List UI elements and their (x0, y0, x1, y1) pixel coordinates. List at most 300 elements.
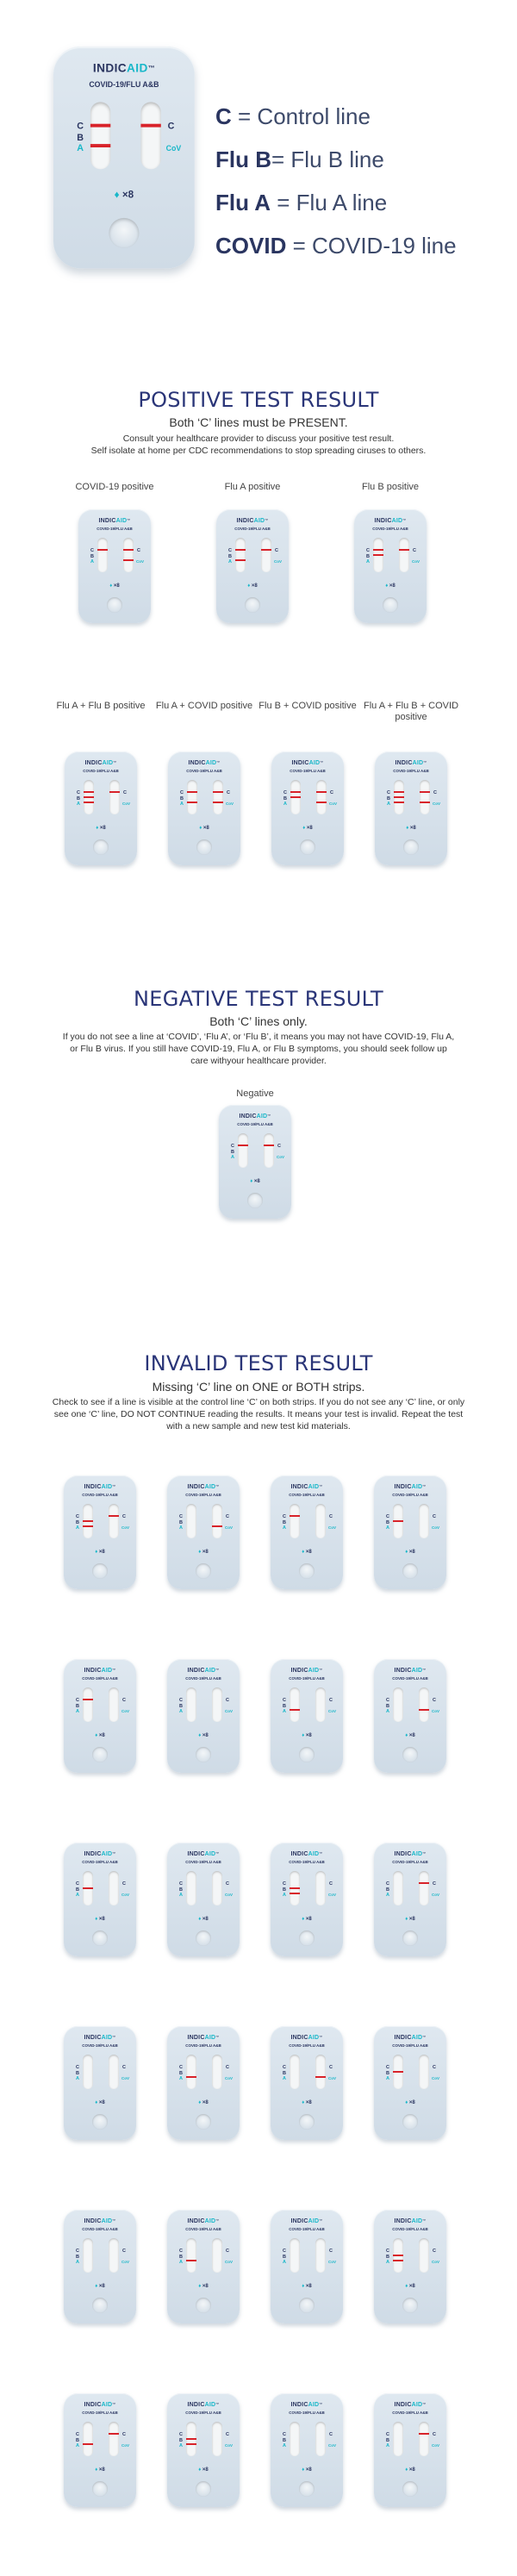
line-label: C (122, 1698, 126, 1703)
result-line (83, 1699, 93, 1700)
cassette-subtitle: COVID-19/FLU A&B (289, 2043, 325, 2048)
right-result-window (109, 780, 120, 814)
positive-subtitle: Both ‘C’ lines must be PRESENT. (169, 415, 348, 429)
drop-count: ♦ ×8 (405, 1733, 415, 1738)
left-result-window (84, 780, 94, 814)
droplet-icon: ♦ (95, 2100, 98, 2105)
sample-well (92, 2481, 108, 2497)
line-label: C (283, 1514, 286, 1519)
drop-count: ♦ ×8 (198, 1733, 209, 1738)
drop-count: ♦ ×8 (302, 1733, 312, 1738)
line-label: A (386, 1893, 389, 1898)
result-line (83, 1520, 93, 1522)
cassette-subtitle: COVID-19/FLU A&B (392, 2227, 428, 2231)
line-label: B (179, 2438, 183, 2443)
brand-logo: INDICAID™ (187, 2402, 220, 2408)
line-label: C (386, 2065, 389, 2070)
line-label: C (226, 1881, 229, 1887)
left-result-window (83, 2055, 93, 2089)
brand-logo: INDICAID™ (84, 2402, 116, 2408)
line-label: C (122, 1881, 126, 1887)
line-label: CoV (225, 1709, 233, 1713)
drop-count: ♦ ×8 (405, 1550, 415, 1555)
line-label: A (179, 1709, 183, 1714)
line-label: C (387, 790, 390, 795)
cassette-subtitle: COVID-19/FLU A&B (289, 1676, 325, 1681)
right-result-window (212, 2422, 222, 2456)
result-line (419, 1882, 429, 1884)
cassette-subtitle: COVID-19/FLU A&B (82, 1860, 118, 1864)
line-label: B (180, 796, 184, 801)
result-line (109, 1515, 119, 1517)
left-result-window (90, 102, 110, 169)
result-line (393, 2260, 403, 2261)
result-line (83, 1887, 93, 1889)
left-result-window (186, 2238, 196, 2273)
line-label: C (226, 2065, 229, 2070)
line-label: C (433, 1698, 436, 1703)
left-result-window (393, 1504, 403, 1538)
cassette-subtitle: COVID-19/FLU A&B (89, 80, 159, 89)
line-label: C (77, 790, 80, 795)
droplet-icon: ♦ (198, 1917, 202, 1922)
line-label: CoV (432, 2076, 439, 2080)
brand-logo: INDICAID™ (395, 760, 427, 766)
line-label: C (180, 790, 184, 795)
line-label: CoV (412, 559, 420, 564)
sample-well (383, 597, 398, 613)
droplet-icon: ♦ (247, 583, 251, 589)
line-label: A (179, 2443, 183, 2448)
droplet-icon: ♦ (109, 583, 113, 589)
line-label: B (283, 1704, 286, 1709)
sample-well (299, 2481, 315, 2497)
line-label: B (76, 1704, 79, 1709)
droplet-icon: ♦ (95, 2467, 98, 2473)
sample-well (196, 2298, 211, 2313)
line-label: CoV (328, 2443, 336, 2448)
line-label: CoV (432, 1525, 439, 1530)
line-label: C (433, 1881, 436, 1887)
line-label: C (329, 1881, 333, 1887)
drop-count: ♦ ×8 (198, 1917, 209, 1922)
droplet-icon: ♦ (198, 1550, 202, 1555)
line-label: B (90, 554, 94, 559)
line-label: A (179, 1525, 183, 1531)
cassette-flu-a-b-positive (65, 752, 137, 865)
line-label: C (123, 790, 127, 795)
left-result-window (235, 538, 246, 572)
result-line (109, 791, 120, 793)
result-line (187, 791, 197, 793)
droplet-icon: ♦ (385, 583, 389, 589)
line-label: A (386, 1709, 389, 1714)
left-result-window (290, 2238, 300, 2273)
cassette-subtitle: COVID-19/FLU A&B (289, 1493, 325, 1497)
cassette-subtitle: COVID-19/FLU A&B (289, 2227, 325, 2231)
brand-logo: INDICAID™ (187, 2218, 220, 2224)
result-line (90, 124, 110, 127)
line-label: A (231, 1155, 234, 1160)
line-label: A (228, 559, 232, 564)
right-result-window (315, 2238, 326, 2273)
line-label: C (179, 1514, 183, 1519)
cassette-subtitle: COVID-19/FLU A&B (392, 1493, 428, 1497)
line-label: CoV (328, 2260, 336, 2264)
cassette-invalid-5-3 (271, 2210, 343, 2323)
sample-well (402, 2298, 418, 2313)
legend-control: C = Control line (215, 103, 371, 129)
line-label: B (386, 2071, 389, 2076)
result-line (373, 549, 383, 551)
cassette-invalid-2-1 (64, 1659, 136, 1773)
drop-count: ♦ ×8 (198, 1550, 209, 1555)
cassette-subtitle: COVID-19/FLU A&B (185, 2227, 221, 2231)
cassette-subtitle: COVID-19/FLU A&B (392, 2411, 428, 2415)
line-label: B (179, 1887, 183, 1893)
line-label: C (179, 2065, 183, 2070)
result-line (420, 801, 430, 803)
line-label: B (386, 2255, 389, 2260)
cassette-invalid-5-2 (167, 2210, 240, 2323)
cassette-invalid-3-3 (271, 1843, 343, 1956)
cassette-invalid-2-3 (271, 1659, 343, 1773)
cassette-subtitle: COVID-19/FLU A&B (289, 2411, 325, 2415)
line-label: C (433, 2432, 436, 2437)
cassette-invalid-1-1 (64, 1475, 136, 1589)
cassette-subtitle: COVID-19/FLU A&B (289, 1860, 325, 1864)
droplet-icon: ♦ (405, 1733, 408, 1738)
cassette-flu-b-covid-positive (271, 752, 344, 865)
line-label: B (386, 1887, 389, 1893)
sample-well (92, 1563, 108, 1579)
drop-count: ♦ ×8 (199, 826, 209, 831)
line-label: A (386, 1525, 389, 1531)
right-result-window (264, 1133, 274, 1168)
cassette-subtitle: COVID-19/FLU A&B (185, 1676, 221, 1681)
result-line (84, 791, 94, 793)
cassette-negative (219, 1105, 291, 1219)
brand-logo: INDICAID™ (394, 2402, 427, 2408)
cassette-subtitle: COVID-19/FLU A&B (82, 2043, 118, 2048)
right-result-window (212, 1871, 222, 1905)
line-label: A (90, 559, 94, 564)
line-label: C (90, 548, 94, 553)
brand-logo: INDICAID™ (187, 1484, 220, 1490)
left-result-window (186, 1871, 196, 1905)
brand-logo: INDICAID™ (394, 1668, 427, 1674)
drop-count: ♦ ×8 (198, 2100, 209, 2105)
sample-well (196, 2481, 211, 2497)
line-label: B (179, 1520, 183, 1525)
result-line (419, 1709, 429, 1711)
line-label: B (283, 1887, 286, 1893)
left-result-window (290, 780, 301, 814)
cassette-invalid-4-1 (64, 2026, 136, 2140)
brand-logo: INDICAID™ (236, 518, 269, 524)
cassette-subtitle: COVID-19/FLU A&B (185, 1860, 221, 1864)
sample-well (300, 839, 315, 855)
right-result-window (315, 1687, 326, 1722)
right-result-window (419, 1687, 429, 1722)
line-label: CoV (121, 1525, 129, 1530)
line-label: CoV (432, 1709, 439, 1713)
caption-flu-b-positive: Flu B positive (361, 482, 420, 492)
line-label: CoV (121, 2260, 129, 2264)
droplet-icon: ♦ (302, 2467, 305, 2473)
brand-logo: INDICAID™ (84, 1851, 116, 1857)
droplet-icon: ♦ (405, 1550, 408, 1555)
line-label: C (386, 2249, 389, 2254)
right-result-window (212, 2238, 222, 2273)
line-label: C (329, 1698, 333, 1703)
cassette-invalid-6-3 (271, 2393, 343, 2507)
sample-well (196, 1930, 211, 1946)
droplet-icon: ♦ (302, 1917, 305, 1922)
line-label: CoV (122, 801, 130, 806)
drop-count: ♦ ×8 (198, 2284, 209, 2289)
brand-logo: INDICAID™ (188, 760, 221, 766)
result-line (186, 2260, 196, 2261)
line-label: B (387, 796, 390, 801)
line-label: A (283, 801, 287, 807)
line-label: B (77, 796, 80, 801)
cassette-invalid-2-2 (167, 1659, 240, 1773)
line-label: CoV (121, 1709, 129, 1713)
drop-count: ♦ ×8 (385, 583, 396, 589)
result-line (261, 549, 271, 551)
right-result-window (109, 2422, 119, 2456)
result-line (186, 2443, 196, 2445)
line-label: C (283, 1698, 286, 1703)
line-label: CoV (328, 1893, 336, 1897)
line-label: C (277, 1144, 281, 1149)
left-result-window (394, 780, 404, 814)
right-result-window (212, 1504, 222, 1538)
sample-well (402, 1563, 418, 1579)
line-label: C (76, 2065, 79, 2070)
result-line (290, 796, 301, 798)
line-label: CoV (328, 2076, 336, 2080)
cassette-subtitle: COVID-19/FLU A&B (392, 1860, 428, 1864)
line-label: C (329, 2249, 333, 2254)
result-line (290, 1893, 300, 1894)
drop-count: ♦ ×8 (302, 826, 313, 831)
droplet-icon: ♦ (95, 2284, 98, 2289)
brand-logo: INDICAID™ (394, 2035, 427, 2041)
line-label: C (275, 548, 278, 553)
line-label: B (283, 796, 287, 801)
cassette-invalid-3-2 (167, 1843, 240, 1956)
negative-title: NEGATIVE TEST RESULT (134, 987, 383, 1011)
cassette-invalid-2-4 (374, 1659, 446, 1773)
line-label: B (283, 2071, 286, 2076)
left-result-window (393, 2055, 403, 2089)
line-label: CoV (277, 1155, 284, 1159)
line-label: B (179, 1704, 183, 1709)
sample-well (245, 597, 260, 613)
line-label: CoV (121, 2076, 129, 2080)
brand-logo: INDICAID™ (92, 63, 155, 76)
line-label: CoV (226, 801, 234, 806)
cassette-flu-b-positive (354, 509, 427, 623)
result-line (140, 124, 160, 127)
droplet-icon: ♦ (302, 1733, 305, 1738)
left-result-window (186, 1687, 196, 1722)
right-result-window (261, 538, 271, 572)
sample-well (247, 1193, 263, 1208)
line-label: A (76, 1893, 79, 1898)
line-label: CoV (225, 2260, 233, 2264)
caption-negative: Negative (236, 1088, 274, 1099)
drop-count: ♦ ×8 (250, 1179, 260, 1184)
invalid-title: INVALID TEST RESULT (144, 1351, 373, 1375)
brand-logo: INDICAID™ (84, 2035, 116, 2041)
legend-flu-a: Flu A = Flu A line (215, 190, 388, 215)
droplet-icon: ♦ (198, 2284, 202, 2289)
drop-count: ♦ ×8 (95, 2467, 105, 2473)
result-line (373, 554, 383, 556)
line-label: CoV (328, 1709, 336, 1713)
line-label: A (180, 801, 184, 807)
brand-logo: INDICAID™ (98, 518, 131, 524)
left-result-window (97, 538, 108, 572)
line-label: A (283, 1709, 286, 1714)
line-label: B (283, 2255, 286, 2260)
brand-logo: INDICAID™ (187, 1851, 220, 1857)
line-label: CoV (433, 801, 440, 806)
result-line (186, 2076, 196, 2078)
droplet-icon: ♦ (302, 1550, 305, 1555)
cassette-invalid-3-1 (64, 1843, 136, 1956)
line-label: A (386, 2443, 389, 2448)
right-result-window (109, 1871, 119, 1905)
brand-logo: INDICAID™ (290, 2035, 323, 2041)
cassette-invalid-6-4 (374, 2393, 446, 2507)
right-result-window (109, 2055, 119, 2089)
right-result-window (316, 780, 327, 814)
result-line (264, 1145, 274, 1146)
cassette-subtitle: COVID-19/FLU A&B (185, 2043, 221, 2048)
caption-flu-b-covid-positive: Flu B + COVID positive (258, 701, 357, 711)
result-line (290, 1515, 300, 1517)
line-label: C (122, 2432, 126, 2437)
sample-well (402, 2114, 418, 2130)
line-label: C (433, 1514, 436, 1519)
cassette-flu-a-b-covid-positive (375, 752, 447, 865)
droplet-icon: ♦ (95, 1550, 98, 1555)
drop-count: ♦ ×8 (406, 826, 416, 831)
cassette-invalid-6-1 (64, 2393, 136, 2507)
cassette-flu-a-covid-positive (168, 752, 240, 865)
brand-logo: INDICAID™ (290, 2402, 323, 2408)
sample-well (299, 1563, 315, 1579)
drop-count: ♦ ×8 (302, 2100, 312, 2105)
line-label: A (179, 2076, 183, 2081)
line-label: C (77, 122, 84, 133)
line-label: C (76, 2249, 79, 2254)
line-label: B (76, 2255, 79, 2260)
cassette-subtitle: COVID-19/FLU A&B (82, 1676, 118, 1681)
line-label: C (283, 2432, 286, 2437)
result-line (290, 1887, 300, 1889)
cassette-covid-positive (78, 509, 151, 623)
droplet-icon: ♦ (302, 2100, 305, 2105)
line-label: A (76, 2260, 79, 2265)
line-label: C (179, 2432, 183, 2437)
line-label: C (366, 548, 370, 553)
line-label: CoV (225, 1893, 233, 1897)
brand-logo: INDICAID™ (374, 518, 407, 524)
cassette-subtitle: COVID-19/FLU A&B (82, 1493, 118, 1497)
brand-logo: INDICAID™ (84, 1668, 116, 1674)
line-label: B (179, 2071, 183, 2076)
result-line (290, 1709, 300, 1711)
line-label: A (77, 144, 84, 154)
line-label: A (76, 1709, 79, 1714)
left-result-window (290, 1871, 300, 1905)
line-label: B (77, 134, 84, 145)
sample-well (93, 839, 109, 855)
result-line (238, 1145, 248, 1146)
line-label: B (179, 2255, 183, 2260)
line-label: A (77, 801, 80, 807)
brand-logo: INDICAID™ (290, 1668, 323, 1674)
droplet-icon: ♦ (198, 1733, 202, 1738)
cassette-invalid-6-2 (167, 2393, 240, 2507)
droplet-icon: ♦ (114, 190, 120, 202)
sample-well (92, 1930, 108, 1946)
left-result-window (393, 2422, 403, 2456)
line-label: B (76, 1887, 79, 1893)
result-line (186, 2438, 196, 2440)
left-result-window (83, 2238, 93, 2273)
left-result-window (290, 2055, 300, 2089)
line-label: C (226, 1698, 229, 1703)
right-result-window (315, 1871, 326, 1905)
drop-count: ♦ ×8 (109, 583, 120, 589)
caption-flu-a-b-covid-positive: Flu A + Flu B + COVID positive (363, 701, 459, 722)
line-label: A (387, 801, 390, 807)
line-label: A (386, 2260, 389, 2265)
droplet-icon: ♦ (405, 2467, 408, 2473)
line-label: C (76, 1514, 79, 1519)
line-label: A (76, 2443, 79, 2448)
line-label: A (283, 1893, 286, 1898)
line-label: CoV (165, 144, 182, 153)
line-label: B (366, 554, 370, 559)
line-label: C (283, 2249, 286, 2254)
droplet-icon: ♦ (96, 826, 99, 831)
right-result-window (123, 538, 134, 572)
drop-count: ♦ ×8 (114, 190, 134, 202)
cassette-invalid-1-2 (167, 1475, 240, 1589)
line-label: C (167, 122, 175, 133)
right-result-window (419, 2055, 429, 2089)
cassette-subtitle: COVID-19/FLU A&B (185, 2411, 221, 2415)
result-line (213, 801, 223, 803)
result-line (399, 549, 409, 551)
brand-logo: INDICAID™ (394, 1484, 427, 1490)
line-label: C (386, 2432, 389, 2437)
sample-well (107, 597, 122, 613)
result-line (123, 549, 134, 551)
positive-text-1: Consult your healthcare provider to discuss your positive test result. (122, 433, 395, 444)
cassette-invalid-4-3 (271, 2026, 343, 2140)
result-line (393, 2255, 403, 2256)
droplet-icon: ♦ (405, 2100, 408, 2105)
drop-count: ♦ ×8 (95, 1917, 105, 1922)
